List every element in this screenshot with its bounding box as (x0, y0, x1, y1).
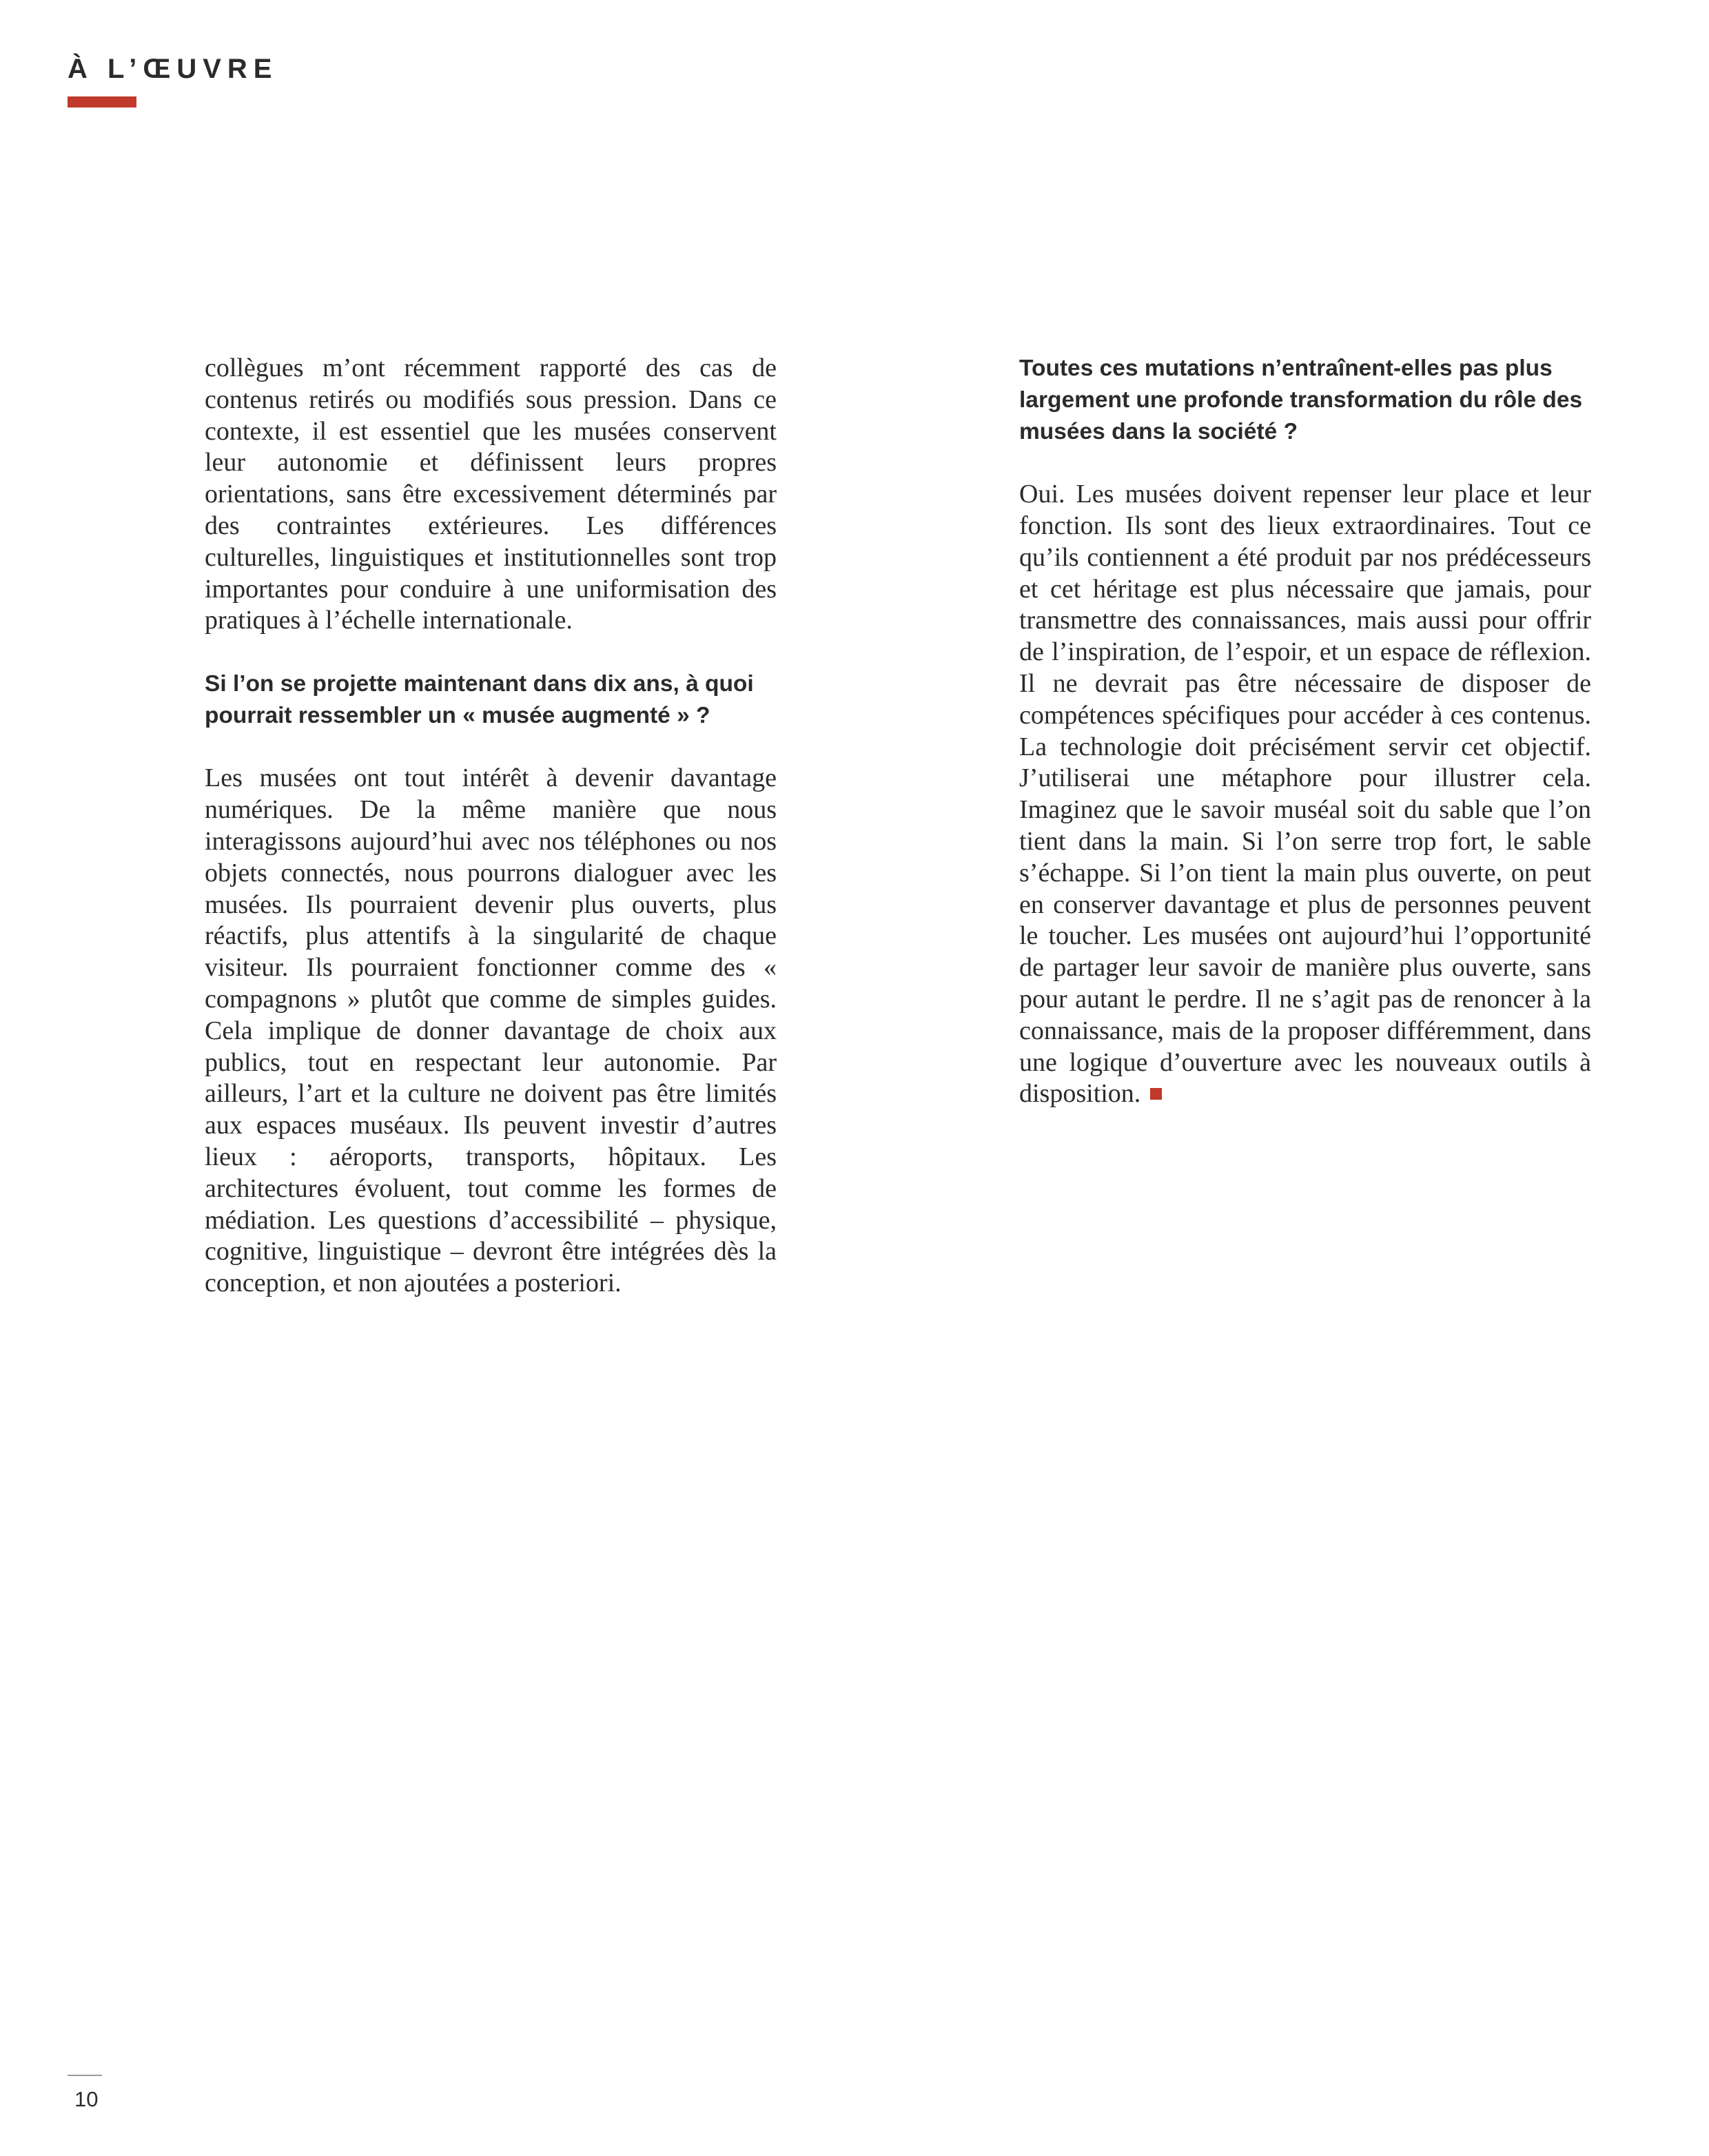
left-column (205, 353, 777, 1300)
footer-rule (68, 2075, 102, 2076)
interview-question: Toutes ces mutations n’entraînent-elles pas plus largement une profonde transformation du rôle des musées dans la société ? (1019, 356, 1583, 444)
paragraph-gap (205, 637, 777, 668)
body-paragraph: collègues m’ont récemment rapporté des cas de contenus retirés ou modifiés sous pression. Dans ce contexte, il est essentiel que les musées conservent leur autonomie et définissent leurs propres orientations, sans être excessivement déterminés par des contraintes extérieures. Les différences culturelles, linguistiques et institutionnelles sont trop importantes pour conduire à une uniformisation des pratiques à l’échelle internationale. (205, 353, 777, 635)
end-of-article-square-icon (1150, 1088, 1162, 1100)
paragraph-gap (1019, 447, 1591, 479)
answer-paragraph (1019, 479, 1591, 1110)
section-title: À L’ŒUVRE (68, 54, 278, 84)
section-accent-rule (68, 96, 136, 107)
body-paragraph: Les musées ont tout intérêt à devenir davantage numériques. De la même manière que nous interagissons aujourd’hui avec nos téléphones ou nos objets connectés, nous pourrons dialoguer avec les musées. Ils pourraient devenir plus ouverts, plus réactifs, plus attentifs à la singularité de chaque visiteur. Ils pourraient fonctionner comme des « compagnons » plutôt que comme de simples guides. Cela implique de donner davantage de choix aux publics, tout en respectant leur autonomie. Par ailleurs, l’art et la culture ne doivent pas être limités aux espaces muséaux. Ils peuvent investir d’autres lieux : aéroports, transports, hôpitaux. Les architectures évoluent, tout comme les formes de médiation. Les questions d’accessibilité – physique, cognitive, linguistique – devront être intégrées dès la conception, et non ajoutées a posteriori. (205, 763, 777, 1298)
right-column (1019, 353, 1591, 1110)
section-header (68, 55, 278, 107)
interview-question: Si l’on se projette maintenant dans dix ans, à quoi pourrait ressembler un « musée augmenté » ? (205, 670, 754, 728)
paragraph-gap (205, 732, 777, 763)
page-number: 10 (74, 2087, 99, 2111)
page-footer (68, 2075, 102, 2110)
answer-text: Oui. Les musées doivent repenser leur place et leur fonction. Ils sont des lieux extraordinaires. Tout ce qu’ils contiennent a été produit par nos prédécesseurs et cet héritage est plus nécessaire que jamais, pour transmettre des connaissances, mais aussi pour offrir de l’inspiration, de l’espoir, et un espace de réflexion. Il ne devrait pas être nécessaire de disposer de compétences spécifiques pour accéder à ces contenus. La technologie doit précisément servir cet objectif. J’utiliserai une métaphore pour illustrer cela. Imaginez que le savoir muséal soit du sable que l’on tient dans la main. Si l’on serre trop fort, le sable s’échappe. Si l’on tient la main plus ouverte, on peut en conserver davantage et plus de personnes peuvent le toucher. Les musées ont aujourd’hui l’opportunité de partager leur savoir de manière plus ouverte, sans pour autant le perdre. Il ne s’agit pas de renoncer à la connaissance, mais de la proposer différemment, dans une logique d’ouverture avec les nouveaux outils à disposition. (1019, 480, 1591, 1109)
